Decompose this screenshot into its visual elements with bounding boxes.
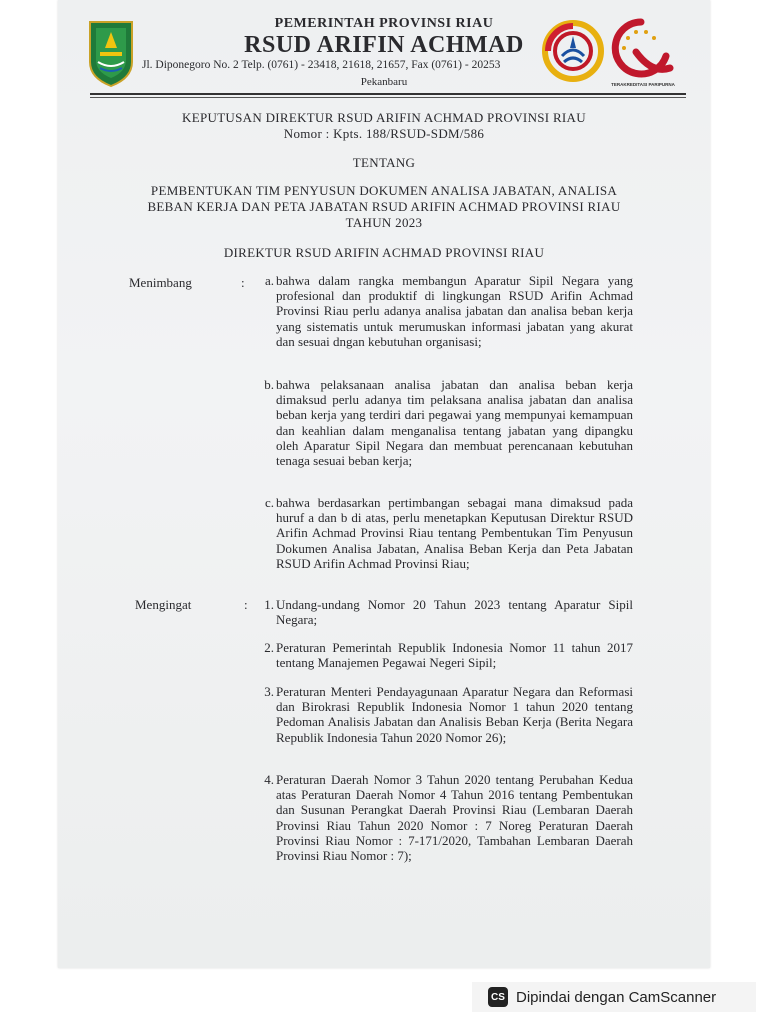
hospital-city: Pekanbaru (360, 76, 408, 88)
hospital-logo (542, 20, 604, 82)
decree-issuer: DIREKTUR RSUD ARIFIN ACHMAD PROVINSI RIAU (223, 245, 545, 260)
document-page (58, 0, 710, 968)
recalling-item-1: Undang-undang Nomor 20 Tahun 2023 tentang Aparatur Sipil Negara; (276, 597, 633, 628)
recalling-label: Mengingat (135, 597, 192, 612)
considering-marker-c: c. (264, 495, 274, 510)
hospital-name: RSUD ARIFIN ACHMAD (244, 32, 524, 58)
considering-item-b: bahwa pelaksanaan analisa jabatan dan analisa beban kerja dimaksud perlu adanya tim pelaksana analisa jabatan dan analisa beban kerja yang terdiri dari pegawai yang mempunyai kemampuan dan keahlian dalam menganalisa tentang jabatan yang dipangku oleh Aparatur Sipil Negara dan membuat perencanaan kebutuhan tenaga sesuai beban kerja; (276, 377, 633, 469)
recalling-marker-3: 3. (264, 684, 274, 699)
camscanner-watermark (472, 982, 756, 1012)
hospital-address: Jl. Diponegoro No. 2 Telp. (0761) - 23418, 21618, 21657, Fax (0761) - 20253 (142, 59, 501, 71)
recalling-marker-4: 4. (264, 772, 274, 787)
camscanner-label: Dipindai dengan CamScanner (516, 988, 717, 1006)
decree-subject-line-3: TAHUN 2023 (345, 215, 423, 230)
camscanner-icon: CS (488, 987, 508, 1007)
accreditation-caption: TERAKREDITASI PARIPURNA (611, 82, 675, 87)
decree-number: Nomor : Kpts. 188/RSUD-SDM/586 (283, 126, 485, 141)
decree-subject-line-2: BEBAN KERJA DAN PETA JABATAN RSUD ARIFIN ACHMAD PROVINSI RIAU (147, 199, 621, 214)
recalling-item-3: Peraturan Menteri Pendayagunaan Aparatur Negara dan Reformasi dan Birokrasi Republik Indonesia Nomor 1 tahun 2020 tentang Pedoman Analisis Jabatan dan Analisis Beban Kerja (Berita Negara Republik Indonesia Tahun 2020 Nomor 26); (276, 684, 633, 745)
accreditation-logo (606, 16, 676, 78)
recalling-colon: : (244, 597, 248, 612)
considering-colon: : (241, 275, 245, 290)
decree-subject-line-1: PEMBENTUKAN TIM PENYUSUN DOKUMEN ANALISA JABATAN, ANALISA (150, 183, 618, 198)
recalling-marker-1: 1. (264, 597, 274, 612)
recalling-item-2: Peraturan Pemerintah Republik Indonesia Nomor 11 tahun 2017 tentang Manajemen Pegawai Negeri Sipil; (276, 640, 633, 671)
considering-marker-b: b. (264, 377, 274, 392)
considering-item-a: bahwa dalam rangka membangun Aparatur Sipil Negara yang profesional dan produktif di lingkungan RSUD Arifin Achmad Provinsi Riau perlu adanya analisa jabatan dan analisa beban kerja yang sistematis untuk merumuskan informasi jabatan yang akurat dan sesuai dngan kebutuhan organisasi; (276, 273, 633, 349)
considering-item-c: bahwa berdasarkan pertimbangan sebagai mana dimaksud pada huruf a dan b di atas, perlu menetapkan Keputusan Direktur RSUD Arifin Achmad Provinsi Riau tentang Pembentukan Tim Penyusun Dokumen Analisa Jabatan, Analisa Beban Kerja dan Peta Jabatan RSUD Arifin Achmad Provinsi Riau; (276, 495, 633, 571)
header-rule-thin (90, 97, 686, 98)
recalling-marker-2: 2. (264, 640, 274, 655)
header-rule (90, 93, 686, 95)
decree-title: KEPUTUSAN DIREKTUR RSUD ARIFIN ACHMAD PROVINSI RIAU (182, 110, 586, 125)
recalling-item-4: Peraturan Daerah Nomor 3 Tahun 2020 tentang Perubahan Kedua atas Peraturan Daerah Nomor 4 Tahun 2016 tentang Pembentukan dan Susunan Perangkat Daerah Provinsi Riau (Lembaran Daerah Provinsi Riau Tahun 2020 Nomor : 7 Noreg Peraturan Daerah Provinsi Riau Nomor : 7-171/2020, Tambahan Lembaran Daerah Provinsi Riau Nomor : 7); (276, 772, 633, 864)
considering-marker-a: a. (264, 273, 274, 288)
decree-about: TENTANG (352, 155, 416, 170)
considering-label: Menimbang (129, 275, 192, 290)
government-heading: PEMERINTAH PROVINSI RIAU (274, 16, 494, 31)
